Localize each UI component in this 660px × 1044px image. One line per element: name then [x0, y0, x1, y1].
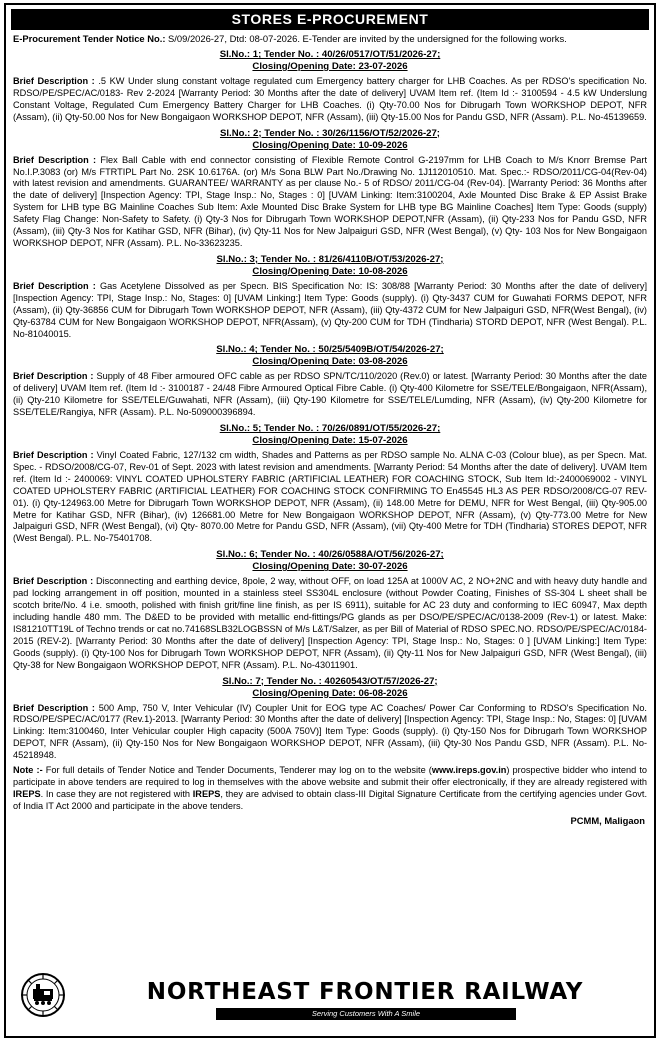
brief-description-label: Brief Description : — [13, 76, 95, 86]
closing-date-text: Closing/Opening Date: 10-08-2026 — [252, 265, 408, 277]
tender-number — [13, 49, 647, 61]
notice-content — [6, 33, 654, 827]
signatory: PCMM, Maligaon — [570, 814, 645, 826]
closing-date — [13, 688, 647, 700]
tender-number — [13, 423, 647, 435]
brief-description-label: Brief Description : — [13, 154, 97, 165]
brief-description-label: Brief Description : — [13, 371, 94, 382]
closing-date — [13, 356, 647, 368]
note-text-3: . In case they are not registered with — [40, 788, 193, 799]
brief-description-text: Vinyl Coated Fabric, 127/132 cm width, Shades and Patterns as per RDSO sample No. ALNA C-03 (Colour blue), as per Specn. Mat. Spec. - RDSO/2008/CG-07, Rev-01 of Sept. 2023 with latest revision and amendments. [Warranty Period: 54 Months after the date of delivery]. UVAM Item ref. (Item Id :- 2400069: VINYL COATED UPHOLSTERY FABRIC (ARTIFICIAL LEATHER) FOR COACHING STOCK, Sub Item Id:-2400069002 - VINYL COATED UPHOLSTERY FABRIC (ARTIFICIAL LEATHER) FOR COACHING STOCK CONFIRMING TO En45545 HL3 AS PER RDSO/2008/CG-07 REV-01). (i) Qty-124963.00 Metre for Dibrugarh Town WORKSHOP DEPOT, NFR (Assam), (ii) 148.00 Metre for DEMU, NFR for West Bengal, (iii) Qty-905.00 Metre for Katihar GSD, NFR (Bihar), (iv) 126681.00 Metre for New Bongaigaon WORKSHOP DEPOT, NFR (Assam), (v) Qty-773.00 Metre for New Jalpaiguri GSD, NFR (West Bengal), (vi) Qty- 8070.00 Metre for Pandu GSD, NFR (Assam), (vii) Qty-400 Metre for TDH (Tindharia) STORES DEPOT, NFR (West Bengal). P.L. No-75401708. — [13, 450, 648, 544]
brief-description — [13, 450, 647, 545]
tender-block — [13, 344, 647, 419]
tender-block — [13, 423, 647, 545]
closing-date — [13, 61, 647, 73]
brief-description-label: Brief Description : — [13, 576, 94, 587]
closing-date-text: Closing/Opening Date: 10-09-2026 — [252, 139, 408, 151]
closing-date-text: Closing/Opening Date: 03-08-2026 — [252, 356, 408, 368]
tender-notice-intro — [13, 33, 647, 45]
brief-description — [13, 281, 647, 341]
brief-description-text: Gas Acetylene Dissolved as per Specn. BIS Specification No: IS: 308/88 [Warranty Period: 30 Months after the date of delivery] [Inspection Agency: TPI, Stage Insp.: No, Stages: 0] [UVAM Linking:] Item Type: Goods (supply). (i) Qty-3437 CUM for Guwahati FORMS DEPOT, NFR (Assam), (ii) Qty-36856 CUM for Dibrugarh Town WORKSHOP DEPOT, NFR (Assam), (iii) Qty-4372 CUM for New Jalpaiguri GSD, NFR(West Bengal), (iv) Qty-63784 CUM for New Bongaigaon WORKSHOP DEPOT, NFR(Assam), (v) Qty-200 CUM for TDH (Tindharia) STORD DEPOT, NFR (West Bengal). P.L. No-81040015. — [13, 280, 647, 339]
notice-text: S/09/2026-27, Dtd: 08-07-2026. E-Tender are invited by the undersigned for the following works. — [165, 33, 567, 44]
brief-description-text: .5 KW Under slung constant voltage regulated cum Emergency battery charger for LHB Coaches. As per RDSO's specification No. RDSO/PE/SPEC/AC/0183- Rev 2-2024 [Warranty Period: 30 Months after the date of delivery] UVAM Item ref. (Item Id :- 3100594 - 4.5 kW Underslung Constant Voltage, Regulated Cum Emergency Battery Charger for LHB Coaches. (i) Qty-70.00 Nos for Dibrugarh Town WORKSHOP DEPOT, NFR (Assam), (ii) Qty-50.00 Nos for New Bongaigaon WORKSHOP DEPOT, NFR (Assam), (iii) Qty-15.00 Nos for Pandu GSD, NFR (Assam). P.L. No-45139659. — [13, 76, 647, 122]
brief-description — [13, 576, 647, 671]
tender-block — [13, 254, 647, 341]
tender-list — [13, 49, 647, 762]
brief-description-text: Flex Ball Cable with end connector consisting of Flexible Remote Control G-2197mm for LHB Coach to M/s Knorr Bremse Part No.I.P.3083 (or) M/s FTRTIPL Part No. 2SK 10.6176A. (or) M/s Sona BLW Part No./Drawing No. 1J112010510. Mat. Spec.:- RDSO/2011/CG-04(Rev-04) with latest revision and amendments. GUARANTEE/ WARRANTY as per clause No.- 5 of RDSO/ 2011/CG-04 (Rev-04). [Warranty Period: 36 Months after the date of delivery] [Inspection Agency: TPI, Stage Insp.: No, Stages : 0] [UVAM Linking: Item:3100204, Axle Mounted Disc Brake & EP Assist Brake System for LHB type BG Mainline Coaches Sub Item: Axle Mounted Disc Brake System for LHB type BG Mainline Coaches] Item Type: Goods (supply) Safety Flag Change: Non-Safety to Safety. (i) Qty-3 Nos for Dibrugarh Town WORKSHOP DEPOT,NFR (Assam), (ii) Qty-233 Nos for Pandu GSD, NFR (Assam), (iii) Qty-3 Nos for Katihar GSD, NFR (Bihar), (iv) Qty-11 Nos for New Jalpaiguri GSD, NFR (West Bengal), (v) Qty- 103 Nos for New Bongaigaon WORKSHOP DEPOT, NFR (Assam). P.L. No-33623235. — [13, 154, 647, 248]
railway-emblem-icon — [20, 972, 66, 1018]
tender-number — [13, 676, 647, 688]
tender-notice-page — [4, 3, 656, 1038]
closing-date-text: Closing/Opening Date: 15-07-2026 — [252, 435, 408, 447]
tender-number — [13, 128, 647, 140]
tender-number-text: Sl.No.: 2; Tender No. : 30/26/1156/OT/52/2026-27; — [219, 127, 441, 139]
brief-description — [13, 703, 647, 763]
tender-block — [13, 128, 647, 250]
tender-number-text: Sl.No.: 1; Tender No. : 40/26/0517/OT/51/2026-27; — [219, 49, 441, 60]
railway-tagline: Serving Customers With A Smile — [216, 1008, 516, 1020]
footer — [6, 970, 654, 1036]
brief-description-label: Brief Description : — [13, 280, 96, 291]
tender-number-text: Sl.No.: 7; Tender No. : 40260543/OT/57/2026-27; — [222, 675, 438, 687]
closing-date-text: Closing/Opening Date: 06-08-2026 — [252, 687, 408, 699]
ireps-label-2: IREPS — [192, 788, 221, 799]
tender-block — [13, 549, 647, 671]
closing-date — [13, 561, 647, 573]
page-banner: STORES E-PROCUREMENT — [11, 9, 649, 30]
brief-description-label: Brief Description : — [13, 450, 94, 461]
closing-date — [13, 435, 647, 447]
brief-description-label: Brief Description : — [13, 702, 95, 713]
tender-number-text: Sl.No.: 3; Tender No. : 81/26/4110B/OT/53/2026-27; — [216, 253, 444, 265]
closing-date — [13, 266, 647, 278]
tender-block — [13, 49, 647, 124]
closing-date-text: Closing/Opening Date: 30-07-2026 — [252, 561, 408, 573]
note-text-1: For full details of Tender Notice and Tender Documents, Tenderer may log on to the website ( — [42, 765, 432, 776]
note-text-2: ) prospective bidder who intend to participate in above tenders are required to log in themselves with the above website and submit their offer electronically, if they are already registered with — [13, 765, 648, 787]
note-text-4: , they are advised to obtain class-III Digital Signature Certificate from the certifying agencies under Govt. of India IT Act 2000 and participate in the above tenders. — [13, 788, 648, 811]
closing-date-text: Closing/Opening Date: 23-07-2026 — [252, 61, 408, 72]
tender-number — [13, 344, 647, 356]
brief-description-text: 500 Amp, 750 V, Inter Vehicular (IV) Coupler Unit for EOG type AC Coaches/ Power Car Conforming to RDSO's Specification No. RDSO/PE/SPEC/AC/0177 (Rev.1)-2013. [Warranty Period: 30 Months after the date of delivery] [Inspection Agency: TPI, Stage Insp.: No, Stages: 0] [UVAM Linking: Item:3100460, Inter Vehicular coupler High capacity (500A 750V)] Item Type: Goods (supply). (i) Qty-150 Nos for Dibrugarh Town WORKSHOP DEPOT, NFR (Assam), (ii) Qty-150 Nos for New Bongaigaon WORKSHOP DEPOT, NFR (Assam), (iii) Qty-30 Nos Pandu GSD, NFR (Assam). P.L. No-45218948. — [13, 702, 647, 761]
tender-note — [13, 765, 647, 813]
website-link[interactable]: www.ireps.gov.in — [431, 765, 507, 776]
brief-description-text: Supply of 48 Fiber armoured OFC cable as per RDSO SPN/TC/110/2020 (Rev.0) or latest. [Warranty Period: 30 Months after the date of delivery] UVAM Item ref. (Item Id :- 3100187 - 24/48 Fibre Armoured Optical Fibre Cable. (i) Qty-400 Kilometre for SSE/TELE/Bongaigaon, NFR(Assam), (ii) Qty-210 Kilometre for SSE/TELE/Guwahati, NFR (Assam), (iii) Qty-190 Kilometre for SSE/TELE/Lumding, NFR (Assam), (iv) Qty-200 Kilometre for SSE/TELE/Rangiya, NFR (Assam). P.L. No-509000396894. — [13, 371, 647, 418]
notice-label: E-Procurement Tender Notice No.: — [13, 33, 166, 44]
closing-date — [13, 140, 647, 152]
brief-description — [13, 76, 647, 124]
tender-block — [13, 676, 647, 763]
ireps-label-1: IREPS — [13, 788, 41, 799]
tender-number-text: Sl.No.: 5; Tender No. : 70/26/0891/OT/55/2026-27; — [219, 423, 441, 435]
note-label: Note :- — [13, 765, 43, 776]
brief-description-text: Disconnecting and earthing device, 8pole, 2 way, without OFF, on load 125A at 1000V AC, 2 NO+2NC and with heavy duty handle and pad locking arrangement in off position, mounted in a stainless steel SS304L enclosure (without Powder Coating, Finishes of SS-304 L sheet shall be scotch brite/No. 4 i.e. smooth, polished with finish grit/fine line finish, as per IS 6911), suitable for AC 23 duty and conforming to IEC 60947, Max depth including handle 480 mm. The D&ED to be provided with metallic end-fittings/PG glands as per DSO/PE/SPEC/AC/0138-2009 (Rev-1) or latest. Make: IS81210TT19L of Techno trends or cat no.74168SLB32LOGBSSN of M/s L&T/Salzer, as per Bill of Material of RDSO SPEC.NO. RDSO/PE/SPEC/AC/0184-2015 (REV-2). [Warranty Period: 30 Months after the date of delivery] [Inspection Agency: TPI, Stage Insp.: No, Stages: 0 ] [UVAM Linking:] Item Type: Goods (supply). (i) Qty-100 Nos for Dibrugarh Town WORKSHOP DEPOT, NFR (Assam), (ii) Qty-11 Nos for New Jalpaiguri GSD, NFR (West Bengal), (iii) Qty-38 for New Bongaigaon WORKSHOP DEPOT, NFR (Assam). P.L. No-43011901. — [13, 576, 647, 670]
brief-description — [13, 155, 647, 250]
brief-description — [13, 371, 647, 419]
tender-number-text: Sl.No.: 4; Tender No. : 50/25/5409B/OT/54/2026-27; — [216, 344, 444, 356]
tender-number — [13, 549, 647, 561]
tender-number-text: Sl.No.: 6; Tender No. : 40/26/0588A/OT/56/2026-27; — [216, 549, 444, 561]
tender-number — [13, 254, 647, 266]
railway-name: NORTHEAST FRONTIER RAILWAY — [146, 979, 584, 1005]
